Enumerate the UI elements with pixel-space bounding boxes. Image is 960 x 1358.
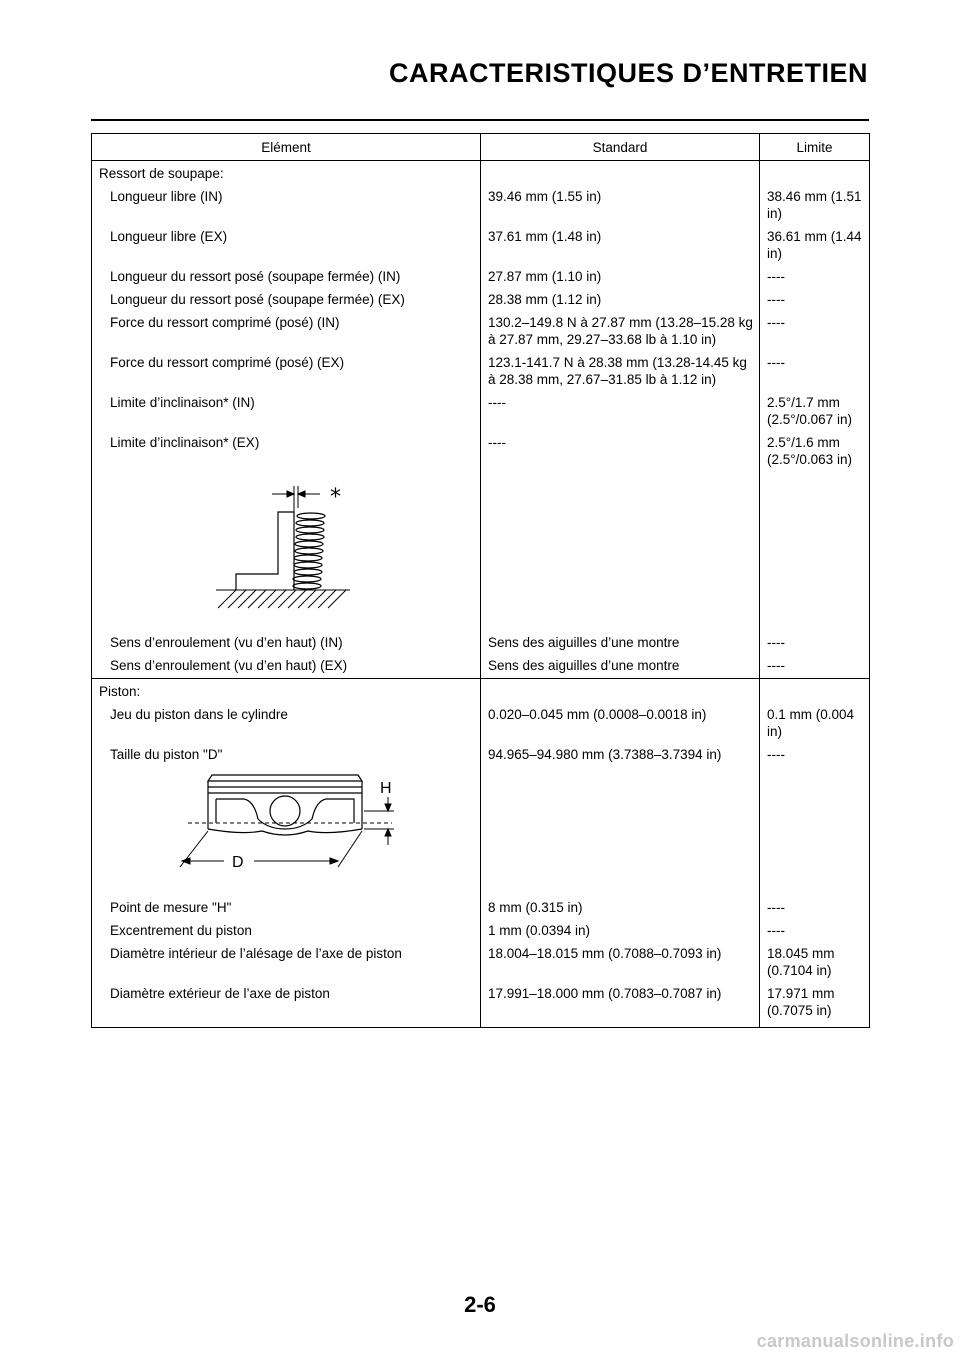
page-number: 2-6: [464, 1292, 496, 1317]
piston-body: [208, 775, 362, 835]
row-standard: 18.004–18.015 mm (0.7088–0.7093 in): [481, 943, 760, 983]
row-limit: 2.5°/1.7 mm (2.5°/0.067 in): [760, 392, 870, 432]
row-standard: ----: [481, 432, 760, 472]
group-row-piston: [92, 679, 870, 705]
row-standard: 27.87 mm (1.10 in): [481, 266, 760, 289]
row-limit: ----: [760, 312, 870, 352]
row-limit: 2.5°/1.6 mm (2.5°/0.063 in): [760, 432, 870, 472]
row-limit: ----: [760, 897, 870, 920]
row-item: Excentrement du piston: [92, 920, 481, 943]
row-limit: 18.045 mm (0.7104 in): [760, 943, 870, 983]
row-standard: 8 mm (0.315 in): [481, 897, 760, 920]
row-standard: 17.991–18.000 mm (0.7083–0.7087 in): [481, 983, 760, 1028]
figure-row-piston: [92, 767, 870, 897]
row-limit: ----: [760, 266, 870, 289]
row-item: Force du ressort comprimé (posé) (EX): [92, 352, 481, 392]
table-row: [92, 226, 870, 266]
row-item: Longueur libre (EX): [92, 226, 481, 266]
row-limit: ----: [760, 920, 870, 943]
table-row: [92, 392, 870, 432]
column-header-limit: Limite: [760, 134, 870, 161]
row-standard: ----: [481, 392, 760, 432]
group-row-valve-spring: [92, 161, 870, 187]
row-item: Sens d’enroulement (vu d’en haut) (EX): [92, 655, 481, 679]
base-hatching: [216, 590, 350, 608]
watermark: carmanualsonline.info: [756, 1331, 954, 1351]
row-item: Longueur libre (IN): [92, 186, 481, 226]
figure-row-spring: [92, 472, 870, 632]
valve-spring-tilt-diagram: [92, 472, 480, 628]
table-row: [92, 289, 870, 312]
diameter-label-d: D: [232, 854, 244, 871]
group-label: Ressort de soupape:: [92, 161, 481, 187]
tilt-dimension: [272, 486, 320, 512]
square-block: [236, 512, 294, 590]
row-limit: ----: [760, 352, 870, 392]
table-header-row: [92, 134, 870, 161]
row-item: Sens d’enroulement (vu d’en haut) (IN): [92, 632, 481, 655]
row-limit: 36.61 mm (1.44 in): [760, 226, 870, 266]
table-row: [92, 352, 870, 392]
table-row: [92, 632, 870, 655]
table-row: [92, 744, 870, 767]
specifications-table: [91, 133, 870, 1028]
piston-measurement-diagram: [92, 767, 480, 893]
row-standard: 39.46 mm (1.55 in): [481, 186, 760, 226]
table-row: [92, 186, 870, 226]
row-item: Taille du piston "D": [92, 744, 481, 767]
row-standard: Sens des aiguilles d’une montre: [481, 655, 760, 679]
row-item: Diamètre extérieur de l’axe de piston: [92, 983, 481, 1028]
row-limit: ----: [760, 289, 870, 312]
title-rule: [91, 119, 869, 121]
table-row: [92, 432, 870, 472]
row-standard: 1 mm (0.0394 in): [481, 920, 760, 943]
page-title: CARACTERISTIQUES D’ENTRETIEN: [388, 58, 868, 88]
row-standard: Sens des aiguilles d’une montre: [481, 632, 760, 655]
tilt-asterisk-label: *: [330, 485, 341, 510]
row-item: Limite d’inclinaison* (EX): [92, 432, 481, 472]
row-item: Force du ressort comprimé (posé) (IN): [92, 312, 481, 352]
row-standard: 130.2–149.8 N à 27.87 mm (13.28–15.28 kg à 27.87 mm, 29.27–33.68 lb à 1.10 in): [481, 312, 760, 352]
column-header-element: Elément: [92, 134, 481, 161]
height-label-h: H: [380, 780, 392, 797]
table-row: [92, 943, 870, 983]
row-item: Longueur du ressort posé (soupape fermée) (EX): [92, 289, 481, 312]
row-item: Diamètre intérieur de l’alésage de l’axe de piston: [92, 943, 481, 983]
row-limit: ----: [760, 744, 870, 767]
table-row: [92, 655, 870, 679]
row-item: Limite d’inclinaison* (IN): [92, 392, 481, 432]
row-item: Jeu du piston dans le cylindre: [92, 704, 481, 744]
row-limit: 0.1 mm (0.004 in): [760, 704, 870, 744]
table-row: [92, 266, 870, 289]
row-item: Point de mesure "H": [92, 897, 481, 920]
table-row: [92, 312, 870, 352]
row-limit: ----: [760, 655, 870, 679]
row-standard: 123.1-141.7 N à 28.38 mm (13.28-14.45 kg à 28.38 mm, 27.67–31.85 lb à 1.12 in): [481, 352, 760, 392]
table-row: [92, 920, 870, 943]
group-label: Piston:: [92, 679, 481, 705]
table-row: [92, 704, 870, 744]
row-standard: 37.61 mm (1.48 in): [481, 226, 760, 266]
row-limit: 38.46 mm (1.51 in): [760, 186, 870, 226]
row-standard: 0.020–0.045 mm (0.0008–0.0018 in): [481, 704, 760, 744]
row-limit: ----: [760, 632, 870, 655]
row-item: Longueur du ressort posé (soupape fermée) (IN): [92, 266, 481, 289]
table-row: [92, 897, 870, 920]
row-limit: 17.971 mm (0.7075 in): [760, 983, 870, 1028]
table-row: [92, 983, 870, 1028]
row-standard: 94.965–94.980 mm (3.7388–3.7394 in): [481, 744, 760, 767]
spring-coils: [293, 513, 325, 589]
row-standard: 28.38 mm (1.12 in): [481, 289, 760, 312]
column-header-standard: Standard: [481, 134, 760, 161]
